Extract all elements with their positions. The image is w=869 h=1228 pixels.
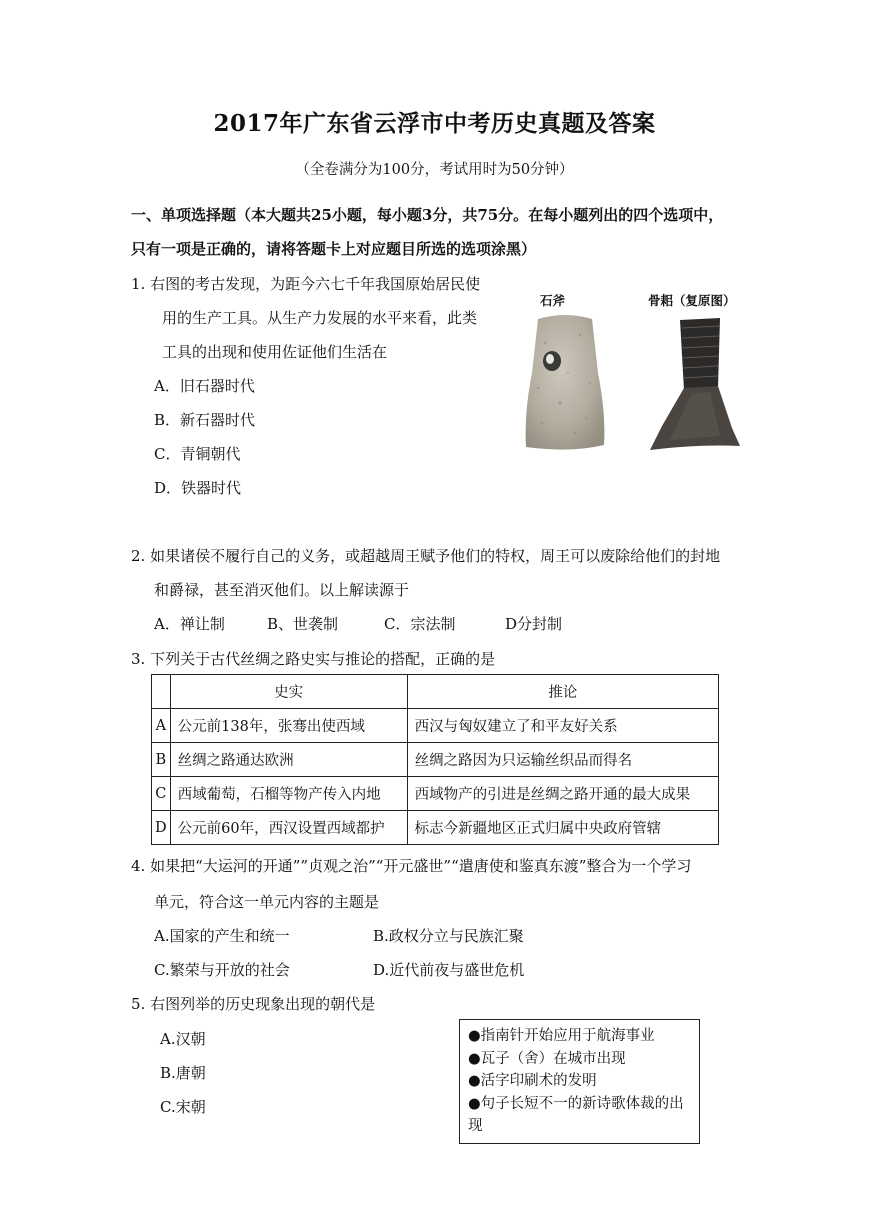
q5-box-item: ●句子长短不一的新诗歌体裁的出现 (468, 1095, 684, 1134)
q5-option-c: C.宋朝 (160, 1098, 206, 1116)
q1-stem-line1: 1. 右图的考古发现，为距今六七千年我国原始居民使 (131, 275, 481, 293)
q2-option-b: B、世袭制 (267, 615, 339, 633)
bone-spade-image (640, 318, 750, 453)
q2-option-d: D分封制 (505, 615, 563, 633)
q5-box-item: ●指南针开始应用于航海事业 (468, 1028, 655, 1044)
table-cell: B (152, 743, 171, 777)
table-cell: 西汉与匈奴建立了和平友好关系 (407, 709, 718, 743)
q2-option-c: C．宗法制 (384, 615, 456, 633)
q1-option-c: C．青铜朝代 (154, 445, 241, 463)
table-cell: D (152, 811, 171, 845)
q2-option-a: A．禅让制 (154, 615, 225, 633)
stone-axe-image (520, 313, 630, 453)
q3-table (151, 674, 719, 845)
q4-option-b: B.政权分立与民族汇聚 (373, 927, 524, 945)
bone-spade-label: 骨耜（复原图） (648, 293, 736, 308)
table-row (152, 777, 719, 811)
q1-stem-line2: 用的生产工具。从生产力发展的水平来看，此类 (162, 309, 478, 327)
table-cell: 丝绸之路因为只运输丝织品而得名 (407, 743, 718, 777)
q5-stem: 5. 右图列举的历史现象出现的朝代是 (131, 995, 376, 1013)
q2-stem-line2: 和爵禄，甚至消灭他们。以上解读源于 (154, 581, 410, 599)
stone-axe-label: 石斧 (540, 293, 566, 308)
q5-info-box (459, 1019, 700, 1144)
q1-option-a: A．旧石器时代 (154, 377, 255, 395)
table-cell: 丝绸之路通达欧洲 (170, 743, 407, 777)
table-header-row (152, 675, 719, 709)
table-cell: 西域物产的引进是丝绸之路开通的最大成果 (407, 777, 718, 811)
table-header-cell: 推论 (407, 675, 718, 709)
table-header-cell: 史实 (170, 675, 407, 709)
table-cell: 公元前138年，张骞出使西域 (170, 709, 407, 743)
q1-figure (520, 288, 760, 458)
table-header-cell (152, 675, 171, 709)
q5-box-item: ●活字印刷术的发明 (468, 1073, 597, 1089)
q5-option-b: B.唐朝 (160, 1064, 206, 1082)
q4-stem-line2: 单元，符合这一单元内容的主题是 (154, 893, 380, 911)
q1-option-d: D．铁器时代 (154, 479, 242, 497)
q4-option-d: D.近代前夜与盛世危机 (373, 961, 525, 979)
table-row (152, 811, 719, 845)
q5-option-a: A.汉朝 (160, 1030, 206, 1048)
q3-stem: 3. 下列关于古代丝绸之路史实与推论的搭配，正确的是 (131, 650, 496, 668)
table-row (152, 743, 719, 777)
q4-option-c: C.繁荣与开放的社会 (154, 961, 290, 979)
table-cell: 西域葡萄，石榴等物产传入内地 (170, 777, 407, 811)
table-cell: 标志今新疆地区正式归属中央政府管辖 (407, 811, 718, 845)
q1-stem-line3: 工具的出现和使用佐证他们生活在 (162, 343, 388, 361)
page-subtitle: （全卷满分为100分，考试用时为50分钟） (295, 162, 574, 178)
q4-stem-line1: 4. 如果把“大运河的开通””贞观之治”“开元盛世”“遣唐使和鉴真东渡”整合为一个学习 (131, 857, 692, 875)
table-cell: 公元前60年，西汉设置西域都护 (170, 811, 407, 845)
q4-option-a: A.国家的产生和统一 (154, 927, 290, 945)
q2-stem-line1: 2. 如果诸侯不履行自己的义务，或超越周王赋予他们的特权，周王可以废除给他们的封地 (131, 547, 721, 565)
q5-box-item: ●瓦子（舍）在城市出现 (468, 1050, 626, 1067)
section-heading-line1: 一、单项选择题（本大题共25小题，每小题3分，共75分。在每小题列出的四个选项中， (131, 206, 724, 224)
q1-option-b: B．新石器时代 (154, 411, 256, 429)
page-title: 2017年广东省云浮市中考历史真题及答案 (213, 110, 656, 137)
section-heading-line2: 只有一项是正确的，请将答题卡上对应题目所选的选项涂黑） (131, 240, 537, 258)
table-cell: C (152, 777, 171, 811)
table-row (152, 709, 719, 743)
table-cell: A (152, 709, 171, 743)
